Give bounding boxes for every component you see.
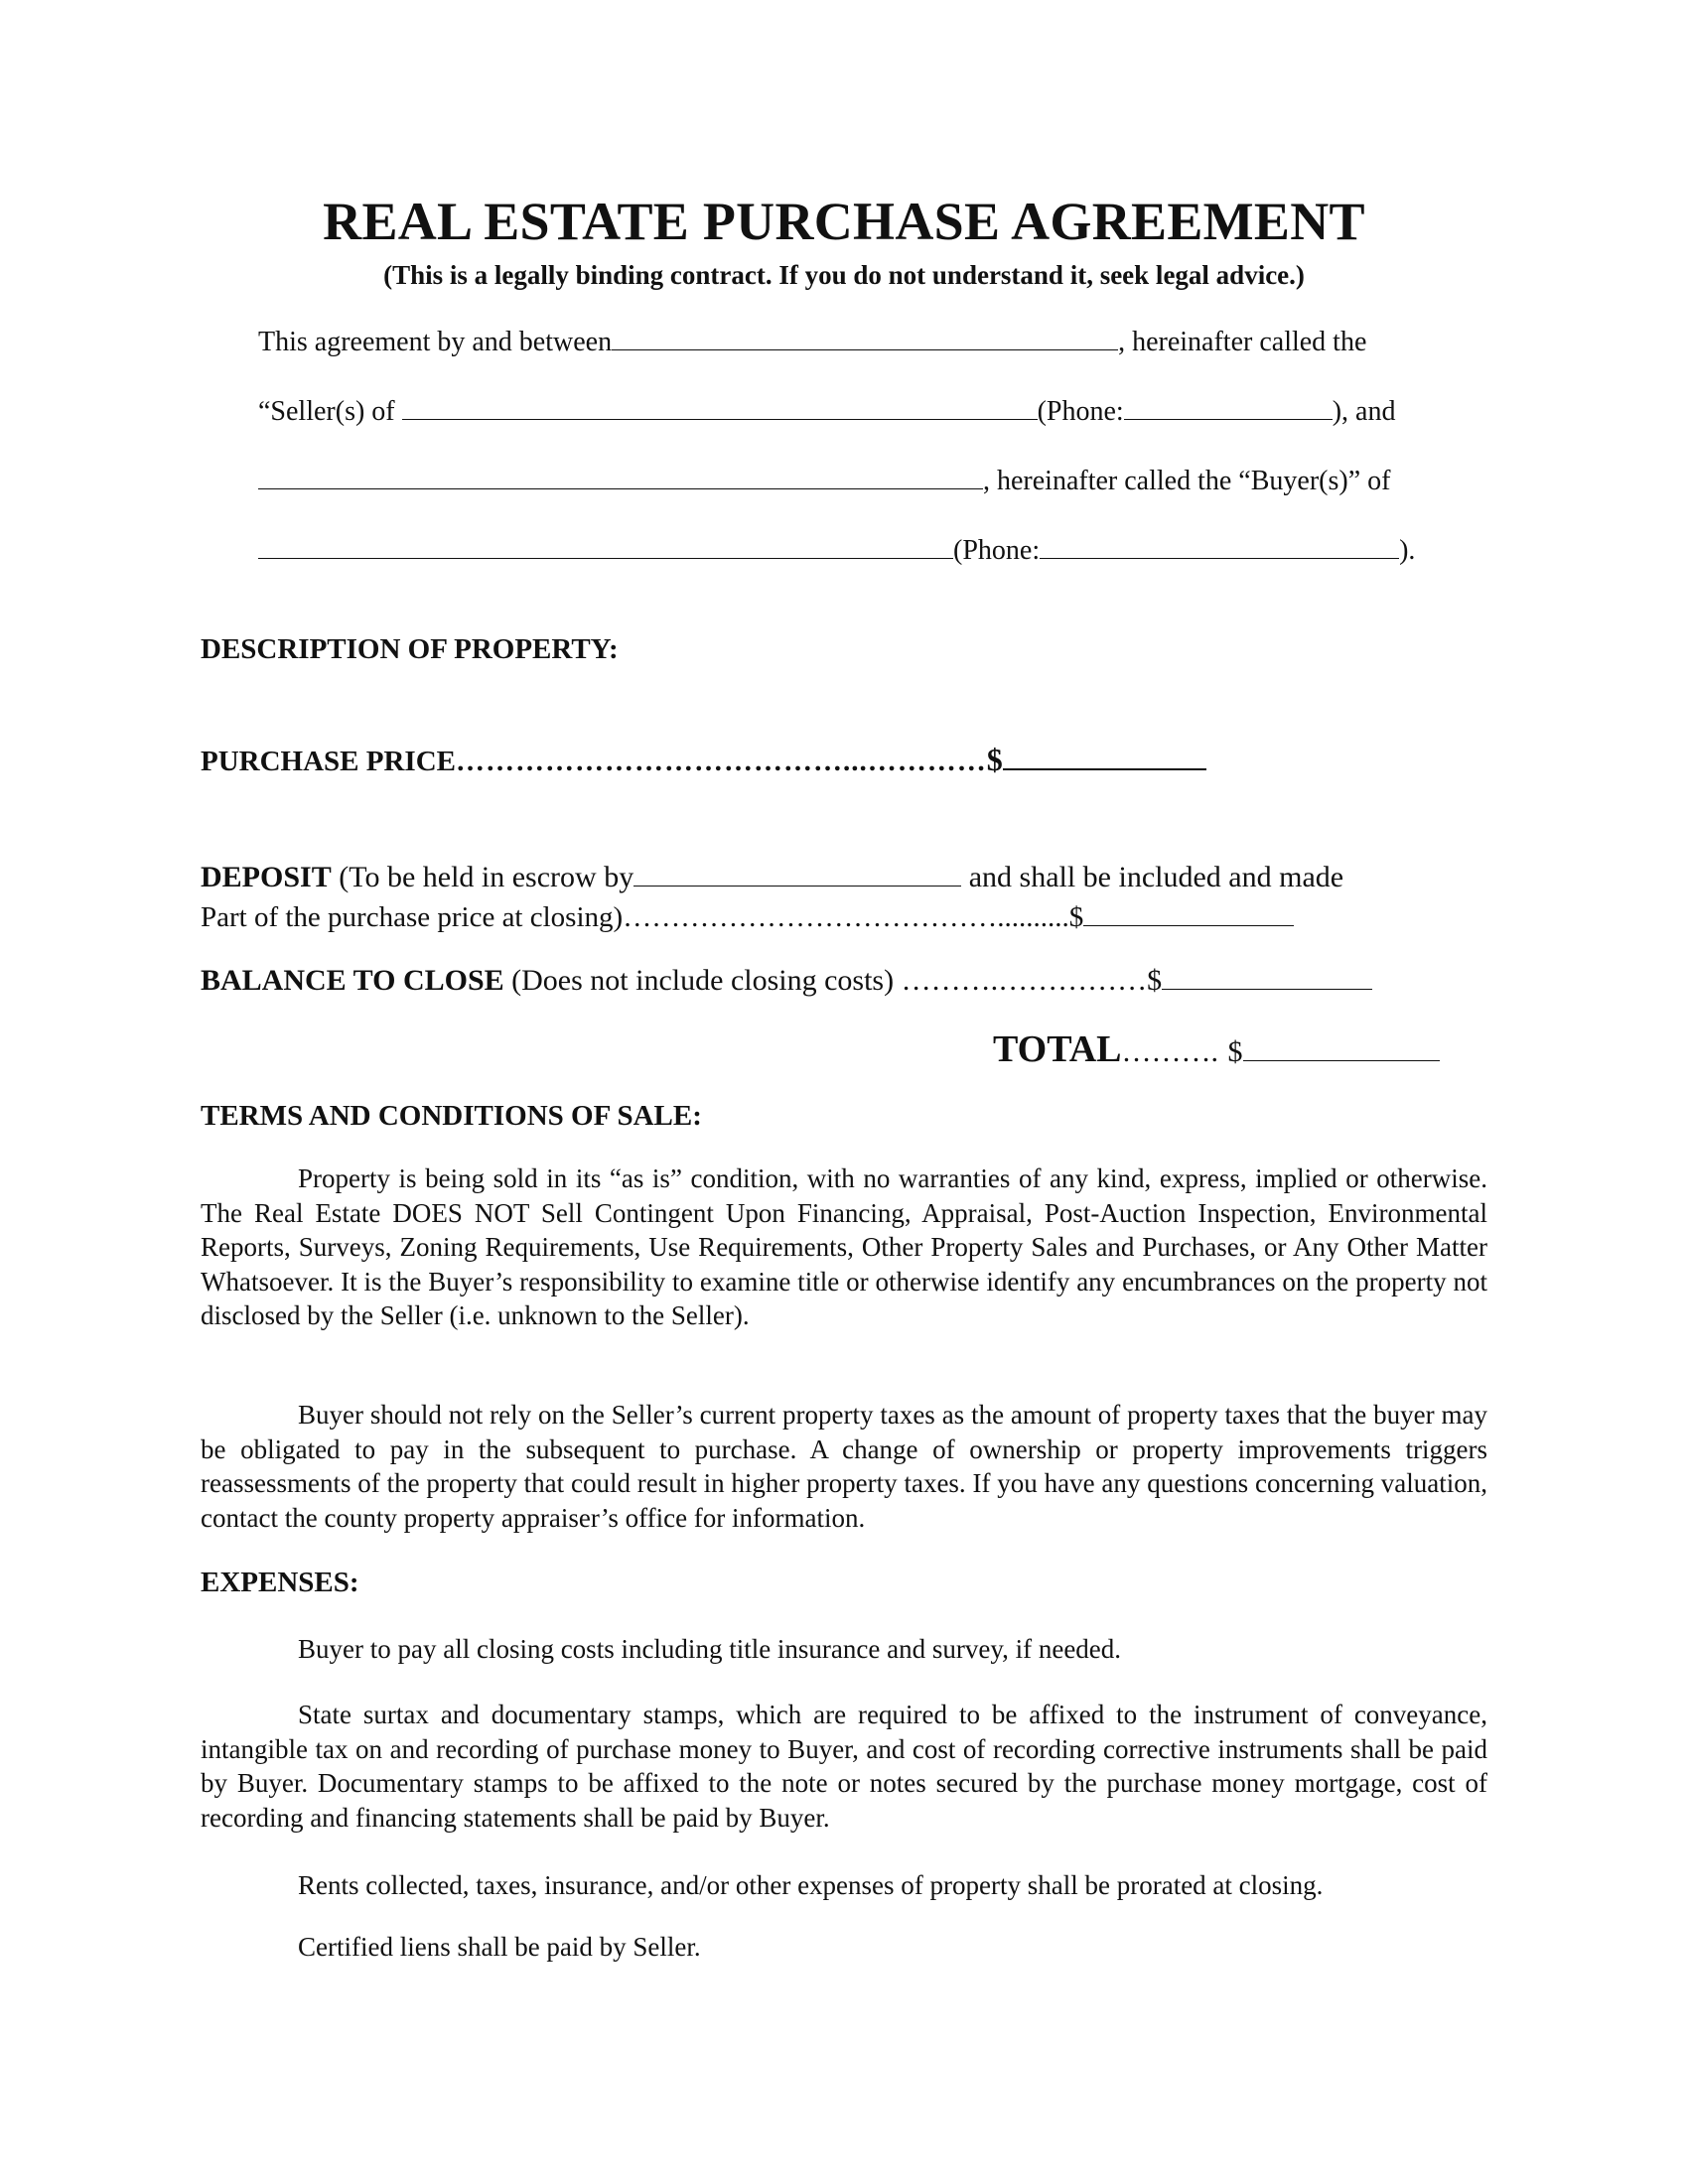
balance-currency: $ (1147, 964, 1163, 997)
total-amount-field[interactable] (1243, 1034, 1440, 1061)
total-line (993, 1030, 1440, 1068)
parties-line-1-prefix: This agreement by and between (258, 327, 613, 357)
expenses-paragraph-2: State surtax and documentary stamps, which are required to be affixed to the instrument of conveyance, intangible tax on and recording of purchase money to Buyer, and cost of recording corrective instruments shall be paid by Buyer. Documentary stamps to be affixed to the note or notes secured by the purchase money mortgage, cost of recording and financing statements shall be paid by Buyer. (201, 1700, 1487, 1833)
seller-name-field[interactable] (612, 324, 1118, 350)
expenses-line-3: Rents collected, taxes, insurance, and/or other expenses of property shall be prorated at closing. (298, 1870, 1324, 1900)
document-subtitle: (This is a legally binding contract. If you do not understand it, seek legal advice.) (383, 260, 1305, 290)
total-label: TOTAL (993, 1028, 1122, 1070)
expenses-line-4: Certified liens shall be paid by Seller. (298, 1932, 701, 1962)
balance-amount-field[interactable] (1162, 963, 1372, 990)
deposit-line-2 (201, 899, 1294, 932)
deposit-dots: ………………………………….......... (623, 901, 1069, 933)
parties-line-2-prefix: “Seller(s) of (258, 396, 395, 427)
parties-line-3-suffix: , hereinafter called the “Buyer(s)” of (983, 466, 1391, 496)
document-title: REAL ESTATE PURCHASE AGREEMENT (323, 192, 1365, 251)
deposit-currency: $ (1068, 901, 1084, 933)
purchase-price-field[interactable] (1003, 743, 1206, 770)
expenses-line-1: Buyer to pay all closing costs including title insurance and survey, if needed. (298, 1634, 1122, 1664)
purchase-price-line (201, 743, 1489, 776)
terms-paragraph-2: Buyer should not rely on the Seller’s current property taxes as the amount of property taxes that the buyer may be obligated to pay in the subsequent to purchase. A change of ownership or property improvements triggers reassessments of the property that could result in higher property taxes. If you have any questions concerning valuation, contact the county property appraiser’s office for information. (201, 1400, 1487, 1533)
deposit-line-1 (201, 860, 1343, 892)
expenses-heading: EXPENSES: (201, 1567, 359, 1598)
parties-line-1-suffix: , hereinafter called the (1118, 327, 1367, 357)
balance-line (201, 963, 1372, 996)
parties-line-2-phone: (Phone: (1037, 396, 1124, 427)
parties-line-4 (258, 532, 1415, 565)
purchase-price-dots: …………………………………...………… (456, 746, 987, 777)
parties-line-1 (258, 324, 1366, 356)
seller-phone-field[interactable] (1124, 393, 1333, 420)
balance-text: (Does not include closing costs) (511, 964, 895, 997)
buyer-address-field[interactable] (258, 532, 953, 559)
escrow-holder-field[interactable] (633, 860, 961, 887)
parties-line-4-phone: (Phone: (953, 535, 1041, 566)
parties-line-4-suffix: ). (1399, 535, 1416, 566)
description-heading: DESCRIPTION OF PROPERTY: (201, 633, 619, 665)
terms-paragraph-1: Property is being sold in its “as is” condition, with no warranties of any kind, express, implied or otherwise. The Real Estate DOES NOT Sell Contingent Upon Financing, Appraisal, Post-Auction Inspection, Environmental Reports, Surveys, Zoning Requirements, Use Requirements, Other Property Sales and Purchases, or Any Other Matter Whatsoever. It is the Buyer’s responsibility to examine title or otherwise identify any encumbrances on the property not disclosed by the Seller (i.e. unknown to the Seller). (201, 1163, 1487, 1331)
parties-line-2-suffix: ), and (1332, 396, 1396, 427)
buyer-name-field[interactable] (258, 463, 983, 489)
balance-label: BALANCE TO CLOSE (201, 964, 504, 997)
terms-heading: TERMS AND CONDITIONS OF SALE: (201, 1100, 702, 1132)
deposit-text-c: Part of the purchase price at closing) (201, 901, 624, 933)
total-dots: ………. (1121, 1035, 1219, 1068)
total-currency: $ (1227, 1035, 1243, 1068)
purchase-price-currency: $ (986, 742, 1003, 777)
deposit-label: DEPOSIT (201, 861, 332, 893)
purchase-price-label: PURCHASE PRICE (201, 746, 456, 777)
buyer-phone-field[interactable] (1040, 532, 1399, 559)
deposit-amount-field[interactable] (1083, 899, 1294, 926)
seller-address-field[interactable] (402, 393, 1038, 420)
deposit-text-b: and shall be included and made (968, 861, 1344, 893)
balance-dots: ……….…………… (901, 964, 1148, 997)
parties-line-3 (258, 463, 1390, 495)
deposit-text-a: (To be held in escrow by (339, 861, 634, 893)
parties-line-2 (258, 393, 1395, 426)
